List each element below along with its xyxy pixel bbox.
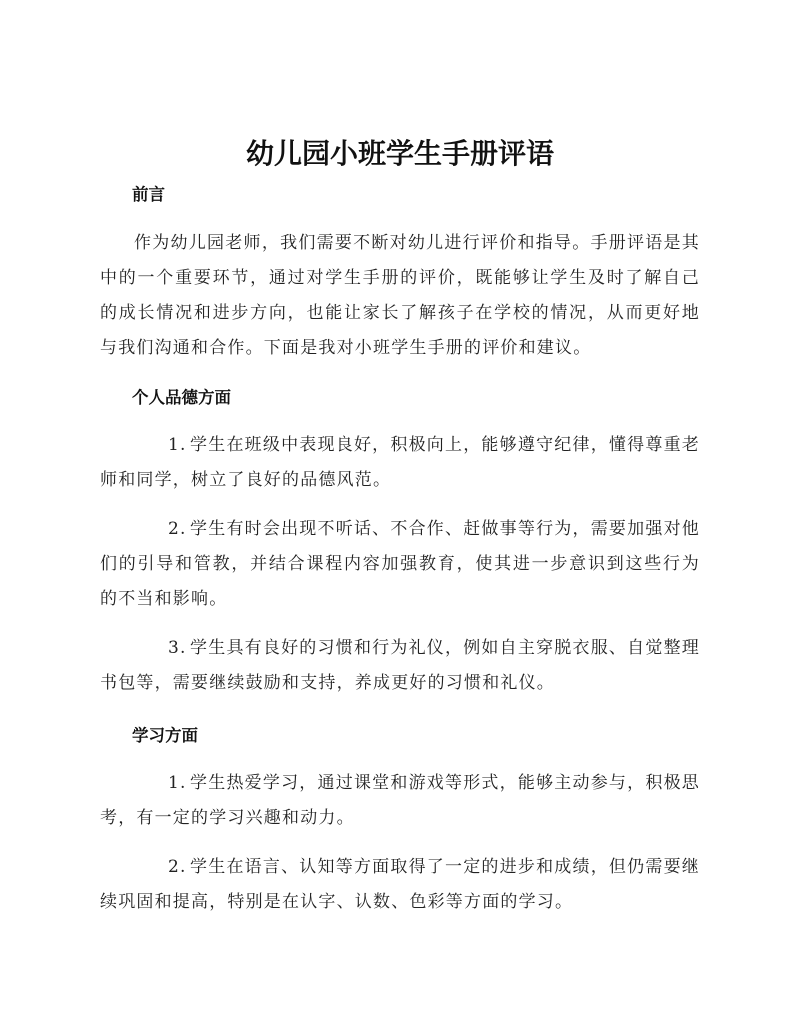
list-item-number: 2.: [168, 857, 187, 877]
list-item: [100, 766, 700, 836]
list-item: [100, 850, 700, 920]
preface-heading: 前言: [132, 185, 165, 204]
list-item: [100, 428, 700, 498]
section-heading-conduct: 个人品德方面: [132, 388, 231, 407]
section-heading-learning: 学习方面: [132, 726, 198, 745]
list-item-text: 学生具有良好的习惯和行为礼仪，例如自主穿脱衣服、自觉整理书包等，需要继续鼓励和支持，养成更好的习惯和礼仪。: [100, 638, 700, 693]
list-item-number: 1.: [168, 773, 187, 793]
list-item-text: 学生有时会出现不听话、不合作、赶做事等行为，需要加强对他们的引导和管教，并结合课程内容加强教育，使其进一步意识到这些行为的不当和影响。: [100, 519, 700, 609]
list-item: [100, 512, 700, 617]
list-item-text: 学生热爱学习，通过课堂和游戏等形式，能够主动参与，积极思考，有一定的学习兴趣和动力。: [100, 773, 700, 828]
list-item-number: 1.: [168, 435, 187, 455]
list-item-number: 3.: [168, 638, 187, 658]
document-title: 幼儿园小班学生手册评语: [245, 137, 554, 170]
list-item: [100, 631, 700, 701]
list-item-text: 学生在语言、认知等方面取得了一定的进步和成绩，但仍需要继续巩固和提高，特别是在认字、认数、色彩等方面的学习。: [100, 857, 700, 912]
list-item-number: 2.: [168, 519, 187, 539]
list-item-text: 学生在班级中表现良好，积极向上，能够遵守纪律，懂得尊重老师和同学，树立了良好的品德风范。: [100, 435, 700, 490]
preface-paragraph: 作为幼儿园老师，我们需要不断对幼儿进行评价和指导。手册评语是其中的一个重要环节，通过对学生手册的评价，既能够让学生及时了解自己的成长情况和进步方向，也能让家长了解孩子在学校的情况，从而更好地与我们沟通和合作。下面是我对小班学生手册的评价和建议。: [100, 233, 700, 358]
